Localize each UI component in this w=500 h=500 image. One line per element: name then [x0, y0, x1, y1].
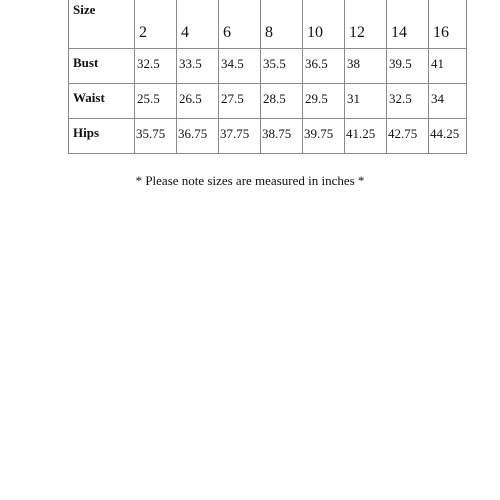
hips-value: 36.75	[177, 119, 219, 154]
waist-value: 27.5	[219, 84, 261, 119]
size-header-row	[69, 0, 467, 49]
bust-row	[69, 49, 467, 84]
size-cell: 14	[387, 0, 429, 49]
size-chart-table	[68, 0, 467, 154]
size-cell: 6	[219, 0, 261, 49]
hips-value: 37.75	[219, 119, 261, 154]
size-cell: 8	[261, 0, 303, 49]
size-cell: 2	[135, 0, 177, 49]
bust-value: 32.5	[135, 49, 177, 84]
size-cell: 4	[177, 0, 219, 49]
size-header-label: Size	[69, 0, 135, 49]
waist-value: 34	[429, 84, 467, 119]
hips-label: Hips	[69, 119, 135, 154]
bust-value: 38	[345, 49, 387, 84]
hips-value: 39.75	[303, 119, 345, 154]
hips-value: 35.75	[135, 119, 177, 154]
waist-value: 28.5	[261, 84, 303, 119]
waist-value: 26.5	[177, 84, 219, 119]
hips-row	[69, 119, 467, 154]
waist-value: 32.5	[387, 84, 429, 119]
waist-value: 29.5	[303, 84, 345, 119]
bust-value: 39.5	[387, 49, 429, 84]
bust-value: 34.5	[219, 49, 261, 84]
hips-value: 42.75	[387, 119, 429, 154]
size-cell: 10	[303, 0, 345, 49]
bust-value: 33.5	[177, 49, 219, 84]
bust-label: Bust	[69, 49, 135, 84]
size-cell: 16	[429, 0, 467, 49]
waist-value: 31	[345, 84, 387, 119]
hips-value: 44.25	[429, 119, 467, 154]
hips-value: 38.75	[261, 119, 303, 154]
hips-value: 41.25	[345, 119, 387, 154]
waist-value: 25.5	[135, 84, 177, 119]
bust-value: 35.5	[261, 49, 303, 84]
size-cell: 12	[345, 0, 387, 49]
bust-value: 41	[429, 49, 467, 84]
measurement-note: * Please note sizes are measured in inches *	[135, 173, 365, 188]
waist-row	[69, 84, 467, 119]
waist-label: Waist	[69, 84, 135, 119]
bust-value: 36.5	[303, 49, 345, 84]
